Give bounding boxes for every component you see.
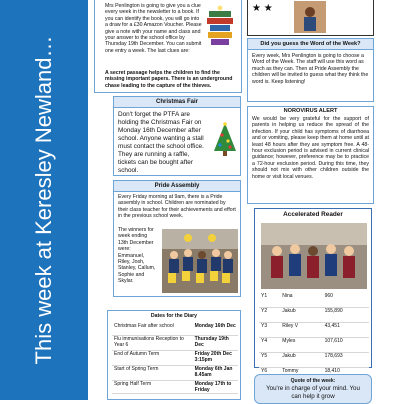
quote-text: You're in charge of your mind. You can help it grow bbox=[266, 385, 360, 400]
table-row bbox=[259, 293, 369, 308]
christmas-fair-box bbox=[113, 96, 241, 176]
reader-name: Myles bbox=[280, 338, 322, 353]
table-row bbox=[112, 351, 238, 366]
reader-name: Nina bbox=[280, 293, 322, 308]
reader-year: Y1 bbox=[259, 293, 280, 308]
reader-name: Jakub bbox=[280, 308, 322, 323]
diary-event: End of Autumn Term bbox=[112, 351, 193, 366]
reader-name: Riley V bbox=[280, 323, 322, 338]
table-row bbox=[112, 366, 238, 381]
table-row bbox=[259, 338, 369, 353]
diary-event: Flu immunisations Reception to Year 6 bbox=[112, 336, 193, 351]
reader-year: Y6 bbox=[259, 368, 280, 383]
reader-name: Tommy bbox=[280, 368, 322, 383]
diary-date: Friday 20th Dec 3:15pm bbox=[193, 351, 238, 366]
reader-name: Jakub bbox=[280, 353, 322, 368]
reader-words: 178,693 bbox=[323, 353, 369, 368]
top-right-box bbox=[247, 0, 374, 36]
accelerated-reader-heading: Accelerated Reader bbox=[283, 211, 343, 218]
christmas-fair-text: Don't forget the PTFA are holding the Christmas Fair on Monday 16th December after school. Anyone wanting a stall must contact the school office. They are running a raffle, tickets can be bought after school. bbox=[118, 111, 204, 174]
competition-intro: Mrs Penlington is going to give you a clue every week in the newsletter to a book. If you can identify the book, you will go into a draw for a £30 Amazon Voucher. Please give a note with your name and class and your answer to the school office by Thursday 19th December. You can submit one entry a week. The last clues are: bbox=[105, 3, 202, 54]
reader-year: Y2 bbox=[259, 308, 280, 323]
competition-clue: A secret passage helps the children to find the missing important papers. There is an underground chase leading to the capture of the thieves. bbox=[105, 70, 233, 89]
reader-year: Y5 bbox=[259, 353, 280, 368]
diary-table bbox=[112, 323, 238, 394]
norovirus-heading: NOROVIRUS ALERT bbox=[283, 108, 338, 114]
norovirus-box bbox=[247, 106, 374, 204]
star-decoration: ★ ★ bbox=[252, 3, 273, 14]
diary-box bbox=[107, 310, 241, 400]
newsletter-title: This week at Keresley Newland… bbox=[31, 35, 56, 365]
reader-words: 107,610 bbox=[323, 338, 369, 353]
diary-event: Spring Half Term bbox=[112, 381, 193, 394]
table-row bbox=[112, 381, 238, 394]
diary-date: Monday 6th Jan 8.45am bbox=[193, 366, 238, 381]
quote-heading: Quote of the week: bbox=[290, 378, 336, 384]
christmas-fair-heading: Christmas Fair bbox=[114, 97, 240, 108]
table-row bbox=[259, 353, 369, 368]
word-of-week-heading: Did you guess the Word of the Week? bbox=[248, 39, 373, 50]
diary-event: Christmas Fair after school bbox=[112, 323, 193, 336]
reader-words: 43,451 bbox=[323, 323, 369, 338]
diary-date: Monday 16th Dec bbox=[193, 323, 238, 336]
accelerated-reader-table bbox=[259, 293, 369, 383]
reader-words: 18,410 bbox=[323, 368, 369, 383]
diary-heading: Dates for the Diary bbox=[150, 313, 198, 319]
pride-assembly-intro: Every Friday morning at 9am, there is a Pride assembly in school. Children are nominated by their class teacher for their achievements and effort in the previous school week. bbox=[118, 194, 236, 220]
books-image bbox=[205, 5, 235, 49]
diary-date: Monday 17th to Friday bbox=[193, 381, 238, 394]
word-of-week-box bbox=[247, 38, 374, 102]
word-of-week-text: Every week, Mrs Penlington is going to choose a Word of the Week. The staff will use this word as much as they can. Then at Pride Assembly the children will be invited to guess what they think the word is. Keep listening! bbox=[252, 53, 369, 85]
reader-photo bbox=[261, 223, 367, 289]
accelerated-reader-box bbox=[254, 208, 372, 374]
reader-year: Y4 bbox=[259, 338, 280, 353]
diary-event: Start of Spring Term bbox=[112, 366, 193, 381]
table-row bbox=[259, 323, 369, 338]
table-row bbox=[259, 308, 369, 323]
sidebar bbox=[0, 0, 88, 400]
pride-assembly-winners: The winners for week ending 13th December were: Emmanuel, Riley, Josh, Stanley, Callum, Sophie and Skylar. bbox=[118, 227, 156, 285]
table-row bbox=[112, 323, 238, 336]
pride-assembly-heading: Pride Assembly bbox=[114, 181, 240, 192]
reader-words: 960 bbox=[323, 293, 369, 308]
reader-year: Y3 bbox=[259, 323, 280, 338]
christmas-tree-image bbox=[212, 121, 238, 157]
pride-assembly-box bbox=[113, 180, 241, 297]
child-photo bbox=[294, 1, 326, 33]
book-competition-box bbox=[94, 0, 242, 93]
reader-words: 155,890 bbox=[323, 308, 369, 323]
diary-date: Thursday 19th Dec bbox=[193, 336, 238, 351]
pride-winners-photo bbox=[162, 229, 238, 293]
table-row bbox=[112, 336, 238, 351]
norovirus-text: We would be very grateful for the support of parents in helping us reduce the spread of the infection. If your child has symptoms of diarrhoea and or vomiting, please keep them at home until at least 48 hours after they are symptom free. A 48-hour exclusion period is advised in current clinical guidance; however, preference may be to practice a 72-hour exclusion period. During this time, they should not mix with other children outside the home or visit local venues. bbox=[252, 116, 369, 180]
